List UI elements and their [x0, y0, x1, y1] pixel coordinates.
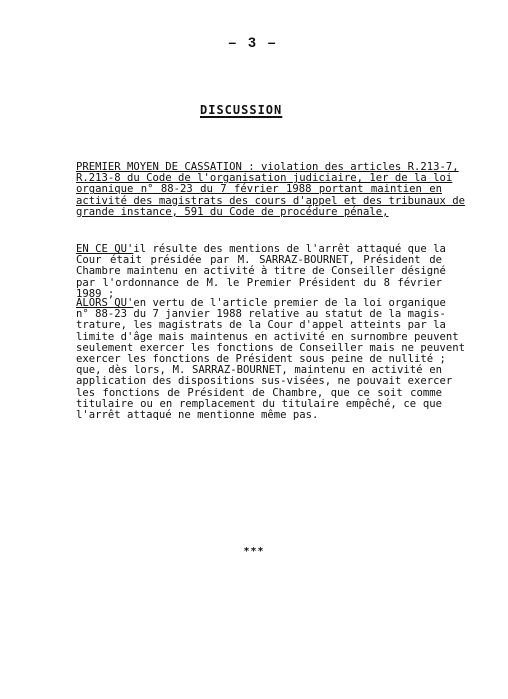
text-line: l'arrêt attaqué ne mentionne même pas. [76, 409, 319, 422]
text-line: limite d'âge mais maintenus en activité en surnombre peuvent [76, 330, 459, 343]
text-line: R.213-8 du Code de l'organisation judiciaire, 1er de la loi [76, 172, 453, 185]
text-line: exercer les fonctions de Président sous peine de nullité ; [76, 353, 446, 366]
text-line: grande instance, 591 du Code de procédure pénale, [76, 205, 389, 218]
alors-que-paragraph [76, 297, 466, 422]
text-line: seulement exercer les fonctions de Conseiller mais ne peuvent [76, 341, 466, 354]
text-line: organique n° 88-23 du 7 février 1988 portant maintien en [76, 183, 442, 196]
alors-que-lead: ALORS QU' [76, 297, 134, 309]
section-separator-stars: *** [243, 546, 265, 557]
text-line-rest: il résulte des mentions de l'arrêt attaqué que la [133, 243, 446, 255]
text-line: que, dès lors, M. SARRAZ-BOURNET, maintenu en activité en [76, 364, 442, 377]
text-line: n° 88-23 du 7 janvier 1988 relative au statut de la magis- [76, 308, 446, 321]
text-line: Chambre maintenu en activité à titre de Conseiller désigné [76, 265, 446, 278]
text-line: Cour était présidée par M. SARRAZ-BOURNET, Président de [76, 254, 442, 267]
text-line: par l'ordonnance de M. le Premier Président du 8 février [76, 276, 442, 289]
text-line: trature, les magistrats de la Cour d'appel atteints par la [76, 319, 446, 332]
text-line: activité des magistrats des cours d'appel et des tribunaux de [76, 194, 466, 207]
premier-moyen-paragraph [76, 161, 466, 218]
text-line: PREMIER MOYEN DE CASSATION : violation des articles R.213-7, [76, 161, 459, 173]
text-line: 1989 ; [76, 287, 115, 300]
en-ce-que-paragraph [76, 243, 446, 300]
text-line-rest: en vertu de l'article premier de la loi organique [133, 297, 446, 309]
en-ce-que-lead: EN CE QU' [76, 243, 134, 255]
text-line: application des dispositions sus-visées, ne pouvait exercer [76, 375, 453, 388]
page-number: – 3 – [228, 34, 280, 50]
text-line: titulaire ou en remplacement du titulaire empêché, ce que [76, 397, 442, 410]
section-heading: DISCUSSION [200, 103, 283, 117]
text-line: les fonctions de Président de Chambre, que ce soit comme [76, 386, 442, 399]
